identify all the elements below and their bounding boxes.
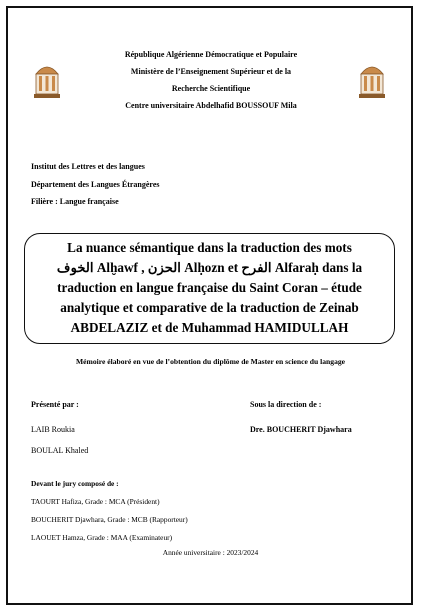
student-name: LAIB Roukia: [31, 425, 75, 434]
header-line-ministry: Ministère de l’Enseignement Supérieur et de la: [130, 67, 292, 76]
university-logo-right: [357, 58, 387, 100]
program-name: Filière : Langue française: [31, 197, 119, 206]
presented-by-label: Présenté par :: [31, 400, 79, 409]
university-logo-left: [32, 58, 62, 100]
supervisor-name: Dre. BOUCHERIT Djawhara: [250, 425, 352, 434]
supervision-label: Sous la direction de :: [250, 400, 322, 409]
title-line: الخوف Alḫawf , الحزن Alḥozn et الفرح Alfaraḥ dans la: [56, 260, 363, 275]
jury-member: TAOURT Hafiza, Grade : MCA (Président): [31, 497, 160, 506]
institute-name: Institut des Lettres et des langues: [31, 162, 145, 171]
title-line: analytique et comparative de la traduction de Zeinab: [60, 300, 359, 315]
jury-member: BOUCHERIT Djawhara, Grade : MCB (Rapporteur): [31, 515, 188, 524]
student-name: BOULAL Khaled: [31, 446, 89, 455]
thesis-subtitle: Mémoire élaboré en vue de l’obtention du diplôme de Master en science du langage: [75, 357, 346, 366]
title-line: traduction en langue française du Saint Coran – étude: [57, 280, 362, 295]
jury-label: Devant le jury composé de :: [31, 479, 119, 488]
institution-block: [31, 158, 160, 211]
official-header: [80, 46, 342, 114]
header-line-research: Recherche Scientifique: [171, 84, 251, 93]
title-line: ABDELAZIZ et de Muhammad HAMIDULLAH: [70, 320, 349, 335]
header-line-republic: République Algérienne Démocratique et Populaire: [124, 50, 298, 59]
supervision-block: [250, 400, 352, 434]
jury-member: LAOUET Hamza, Grade : MAA (Examinateur): [31, 533, 173, 542]
academic-year: Année universitaire : 2023/2024: [162, 548, 259, 557]
title-line: La nuance sémantique dans la traduction des mots: [67, 240, 352, 255]
header-line-university: Centre universitaire Abdelhafid BOUSSOUF Mila: [125, 101, 297, 110]
department-name: Département des Langues Étrangères: [31, 179, 160, 189]
jury-block: [31, 475, 188, 547]
presented-by-block: [31, 400, 88, 455]
thesis-title-box: [24, 233, 395, 344]
